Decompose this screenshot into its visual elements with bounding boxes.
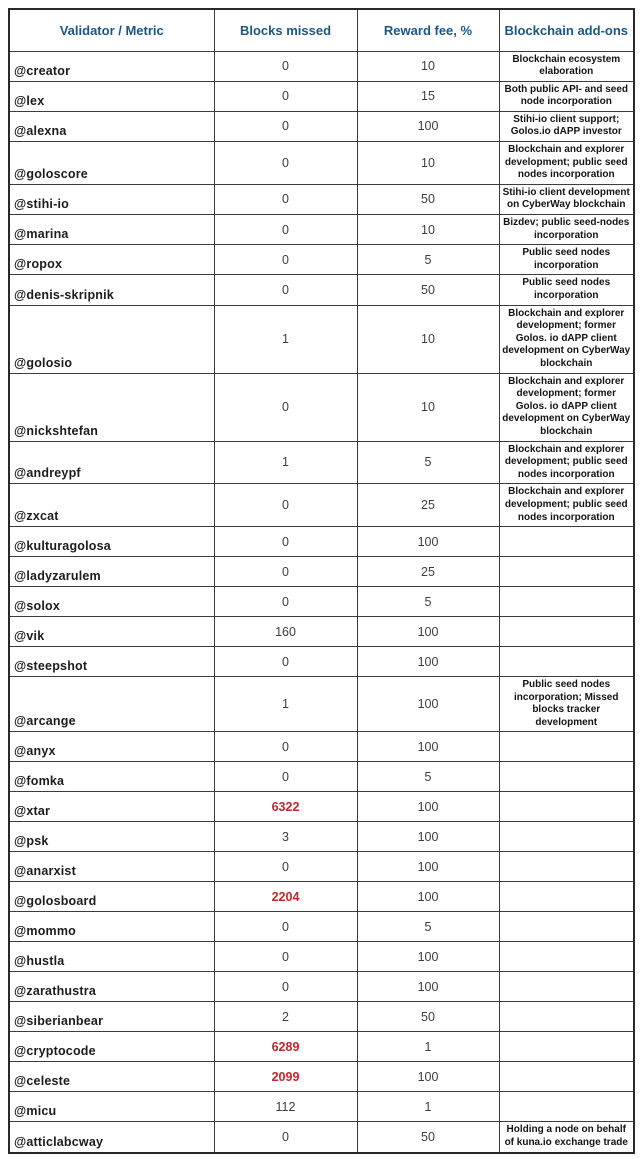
blocks-missed-value: 0 <box>214 942 357 972</box>
reward-fee-value: 50 <box>357 184 499 214</box>
col-header-validator-metric: Validator / Metric <box>9 9 214 51</box>
blocks-missed-value: 0 <box>214 215 357 245</box>
addons-text: Blockchain and explorer development; former Golos. io dAPP client development on CyberWay blockchain <box>499 305 634 373</box>
reward-fee-value: 5 <box>357 912 499 942</box>
addons-text: Holding a node on behalf of kuna.io exchange trade <box>499 1122 634 1153</box>
reward-fee-value: 1 <box>357 1092 499 1122</box>
blocks-missed-value: 0 <box>214 732 357 762</box>
reward-fee-value: 100 <box>357 617 499 647</box>
reward-fee-value: 10 <box>357 305 499 373</box>
reward-fee-value: 100 <box>357 647 499 677</box>
table-row <box>9 677 634 732</box>
table-row <box>9 882 634 912</box>
validators-table <box>8 8 635 1154</box>
blocks-missed-value: 1 <box>214 677 357 732</box>
addons-text <box>499 912 634 942</box>
col-header-reward-fee: Reward fee, % <box>357 9 499 51</box>
addons-text <box>499 822 634 852</box>
reward-fee-value: 10 <box>357 51 499 81</box>
addons-text: Blockchain and explorer development; former Golos. io dAPP client development on CyberWay blockchain <box>499 373 634 441</box>
validator-name: @ropox <box>9 245 214 275</box>
reward-fee-value: 10 <box>357 373 499 441</box>
addons-text <box>499 587 634 617</box>
addons-text <box>499 617 634 647</box>
table-row <box>9 305 634 373</box>
blocks-missed-value: 0 <box>214 275 357 305</box>
reward-fee-value: 100 <box>357 677 499 732</box>
addons-text <box>499 1002 634 1032</box>
blocks-missed-value: 0 <box>214 557 357 587</box>
addons-text: Blockchain and explorer development; public seed nodes incorporation <box>499 484 634 527</box>
addons-text <box>499 942 634 972</box>
table-row <box>9 275 634 305</box>
table-row <box>9 527 634 557</box>
validator-name: @xtar <box>9 792 214 822</box>
addons-text <box>499 1032 634 1062</box>
blocks-missed-value: 0 <box>214 647 357 677</box>
reward-fee-value: 25 <box>357 557 499 587</box>
table-row <box>9 732 634 762</box>
addons-text <box>499 792 634 822</box>
blocks-missed-value: 0 <box>214 111 357 141</box>
addons-text <box>499 972 634 1002</box>
reward-fee-value: 100 <box>357 942 499 972</box>
table-row <box>9 557 634 587</box>
validator-name: @nickshtefan <box>9 373 214 441</box>
table-body <box>9 51 634 1153</box>
table-row <box>9 111 634 141</box>
addons-text: Stihi-io client support; Golos.io dAPP investor <box>499 111 634 141</box>
blocks-missed-value: 2204 <box>214 882 357 912</box>
addons-text: Both public API- and seed node incorporation <box>499 81 634 111</box>
reward-fee-value: 100 <box>357 732 499 762</box>
validator-name: @stihi-io <box>9 184 214 214</box>
table-row <box>9 647 634 677</box>
table-row <box>9 215 634 245</box>
validator-name: @andreypf <box>9 441 214 484</box>
blocks-missed-value: 0 <box>214 142 357 185</box>
addons-text <box>499 557 634 587</box>
reward-fee-value: 5 <box>357 762 499 792</box>
validator-name: @zarathustra <box>9 972 214 1002</box>
blocks-missed-value: 0 <box>214 587 357 617</box>
table-row <box>9 822 634 852</box>
reward-fee-value: 100 <box>357 822 499 852</box>
blocks-missed-value: 0 <box>214 184 357 214</box>
validator-name: @fomka <box>9 762 214 792</box>
blocks-missed-value: 0 <box>214 373 357 441</box>
validator-name: @golosio <box>9 305 214 373</box>
addons-text <box>499 1062 634 1092</box>
addons-text: Blockchain and explorer development; public seed nodes incorporation <box>499 441 634 484</box>
table-row <box>9 245 634 275</box>
blocks-missed-value: 0 <box>214 245 357 275</box>
table-row <box>9 792 634 822</box>
blocks-missed-value: 6322 <box>214 792 357 822</box>
table-row <box>9 617 634 647</box>
reward-fee-value: 5 <box>357 245 499 275</box>
validator-name: @anarxist <box>9 852 214 882</box>
reward-fee-value: 5 <box>357 587 499 617</box>
validator-name: @steepshot <box>9 647 214 677</box>
reward-fee-value: 100 <box>357 111 499 141</box>
header-row <box>9 9 634 51</box>
blocks-missed-value: 0 <box>214 527 357 557</box>
addons-text <box>499 1092 634 1122</box>
validator-name: @siberianbear <box>9 1002 214 1032</box>
table-row <box>9 852 634 882</box>
addons-text <box>499 647 634 677</box>
blocks-missed-value: 2099 <box>214 1062 357 1092</box>
reward-fee-value: 100 <box>357 527 499 557</box>
addons-text <box>499 762 634 792</box>
reward-fee-value: 1 <box>357 1032 499 1062</box>
blocks-missed-value: 0 <box>214 762 357 792</box>
reward-fee-value: 10 <box>357 142 499 185</box>
table-header <box>9 9 634 51</box>
validator-name: @zxcat <box>9 484 214 527</box>
table-row <box>9 912 634 942</box>
table-row <box>9 942 634 972</box>
blocks-missed-value: 1 <box>214 441 357 484</box>
validator-name: @arcange <box>9 677 214 732</box>
reward-fee-value: 100 <box>357 792 499 822</box>
reward-fee-value: 100 <box>357 1062 499 1092</box>
table-row <box>9 184 634 214</box>
validator-name: @golosboard <box>9 882 214 912</box>
blocks-missed-value: 0 <box>214 1122 357 1153</box>
addons-text <box>499 852 634 882</box>
table-row <box>9 484 634 527</box>
validator-name: @anyx <box>9 732 214 762</box>
table-row <box>9 51 634 81</box>
blocks-missed-value: 160 <box>214 617 357 647</box>
addons-text: Public seed nodes incorporation <box>499 245 634 275</box>
addons-text: Public seed nodes incorporation; Missed blocks tracker development <box>499 677 634 732</box>
validator-name: @mommo <box>9 912 214 942</box>
table-row <box>9 1062 634 1092</box>
validator-name: @atticlabcway <box>9 1122 214 1153</box>
addons-text <box>499 732 634 762</box>
table-row <box>9 587 634 617</box>
validator-name: @denis-skripnik <box>9 275 214 305</box>
blocks-missed-value: 0 <box>214 912 357 942</box>
table-row <box>9 373 634 441</box>
table-row <box>9 1122 634 1153</box>
table-row <box>9 762 634 792</box>
validator-name: @alexna <box>9 111 214 141</box>
table-row <box>9 1002 634 1032</box>
addons-text: Public seed nodes incorporation <box>499 275 634 305</box>
validator-name: @hustla <box>9 942 214 972</box>
table-row <box>9 1092 634 1122</box>
blocks-missed-value: 1 <box>214 305 357 373</box>
reward-fee-value: 15 <box>357 81 499 111</box>
reward-fee-value: 5 <box>357 441 499 484</box>
validator-name: @solox <box>9 587 214 617</box>
blocks-missed-value: 0 <box>214 852 357 882</box>
addons-text <box>499 527 634 557</box>
addons-text: Bizdev; public seed-nodes incorporation <box>499 215 634 245</box>
blocks-missed-value: 0 <box>214 51 357 81</box>
blocks-missed-value: 112 <box>214 1092 357 1122</box>
addons-text: Blockchain ecosystem elaboration <box>499 51 634 81</box>
table-row <box>9 81 634 111</box>
blocks-missed-value: 0 <box>214 972 357 1002</box>
validator-name: @creator <box>9 51 214 81</box>
reward-fee-value: 10 <box>357 215 499 245</box>
reward-fee-value: 50 <box>357 1122 499 1153</box>
reward-fee-value: 50 <box>357 275 499 305</box>
blocks-missed-value: 0 <box>214 484 357 527</box>
reward-fee-value: 100 <box>357 972 499 1002</box>
addons-text: Blockchain and explorer development; public seed nodes incorporation <box>499 142 634 185</box>
validator-name: @cryptocode <box>9 1032 214 1062</box>
table-row <box>9 1032 634 1062</box>
validator-name: @marina <box>9 215 214 245</box>
reward-fee-value: 50 <box>357 1002 499 1032</box>
blocks-missed-value: 3 <box>214 822 357 852</box>
validator-name: @lex <box>9 81 214 111</box>
reward-fee-value: 25 <box>357 484 499 527</box>
validator-name: @kulturagolosa <box>9 527 214 557</box>
validator-name: @celeste <box>9 1062 214 1092</box>
blocks-missed-value: 6289 <box>214 1032 357 1062</box>
validator-name: @vik <box>9 617 214 647</box>
table-row <box>9 972 634 1002</box>
blocks-missed-value: 0 <box>214 81 357 111</box>
reward-fee-value: 100 <box>357 852 499 882</box>
blocks-missed-value: 2 <box>214 1002 357 1032</box>
validator-name: @ladyzarulem <box>9 557 214 587</box>
validator-name: @micu <box>9 1092 214 1122</box>
col-header-blockchain-addons: Blockchain add-ons <box>499 9 634 51</box>
reward-fee-value: 100 <box>357 882 499 912</box>
table-row <box>9 441 634 484</box>
addons-text <box>499 882 634 912</box>
validator-name: @psk <box>9 822 214 852</box>
table-row <box>9 142 634 185</box>
addons-text: Stihi-io client development on CyberWay blockchain <box>499 184 634 214</box>
validator-name: @goloscore <box>9 142 214 185</box>
col-header-blocks-missed: Blocks missed <box>214 9 357 51</box>
